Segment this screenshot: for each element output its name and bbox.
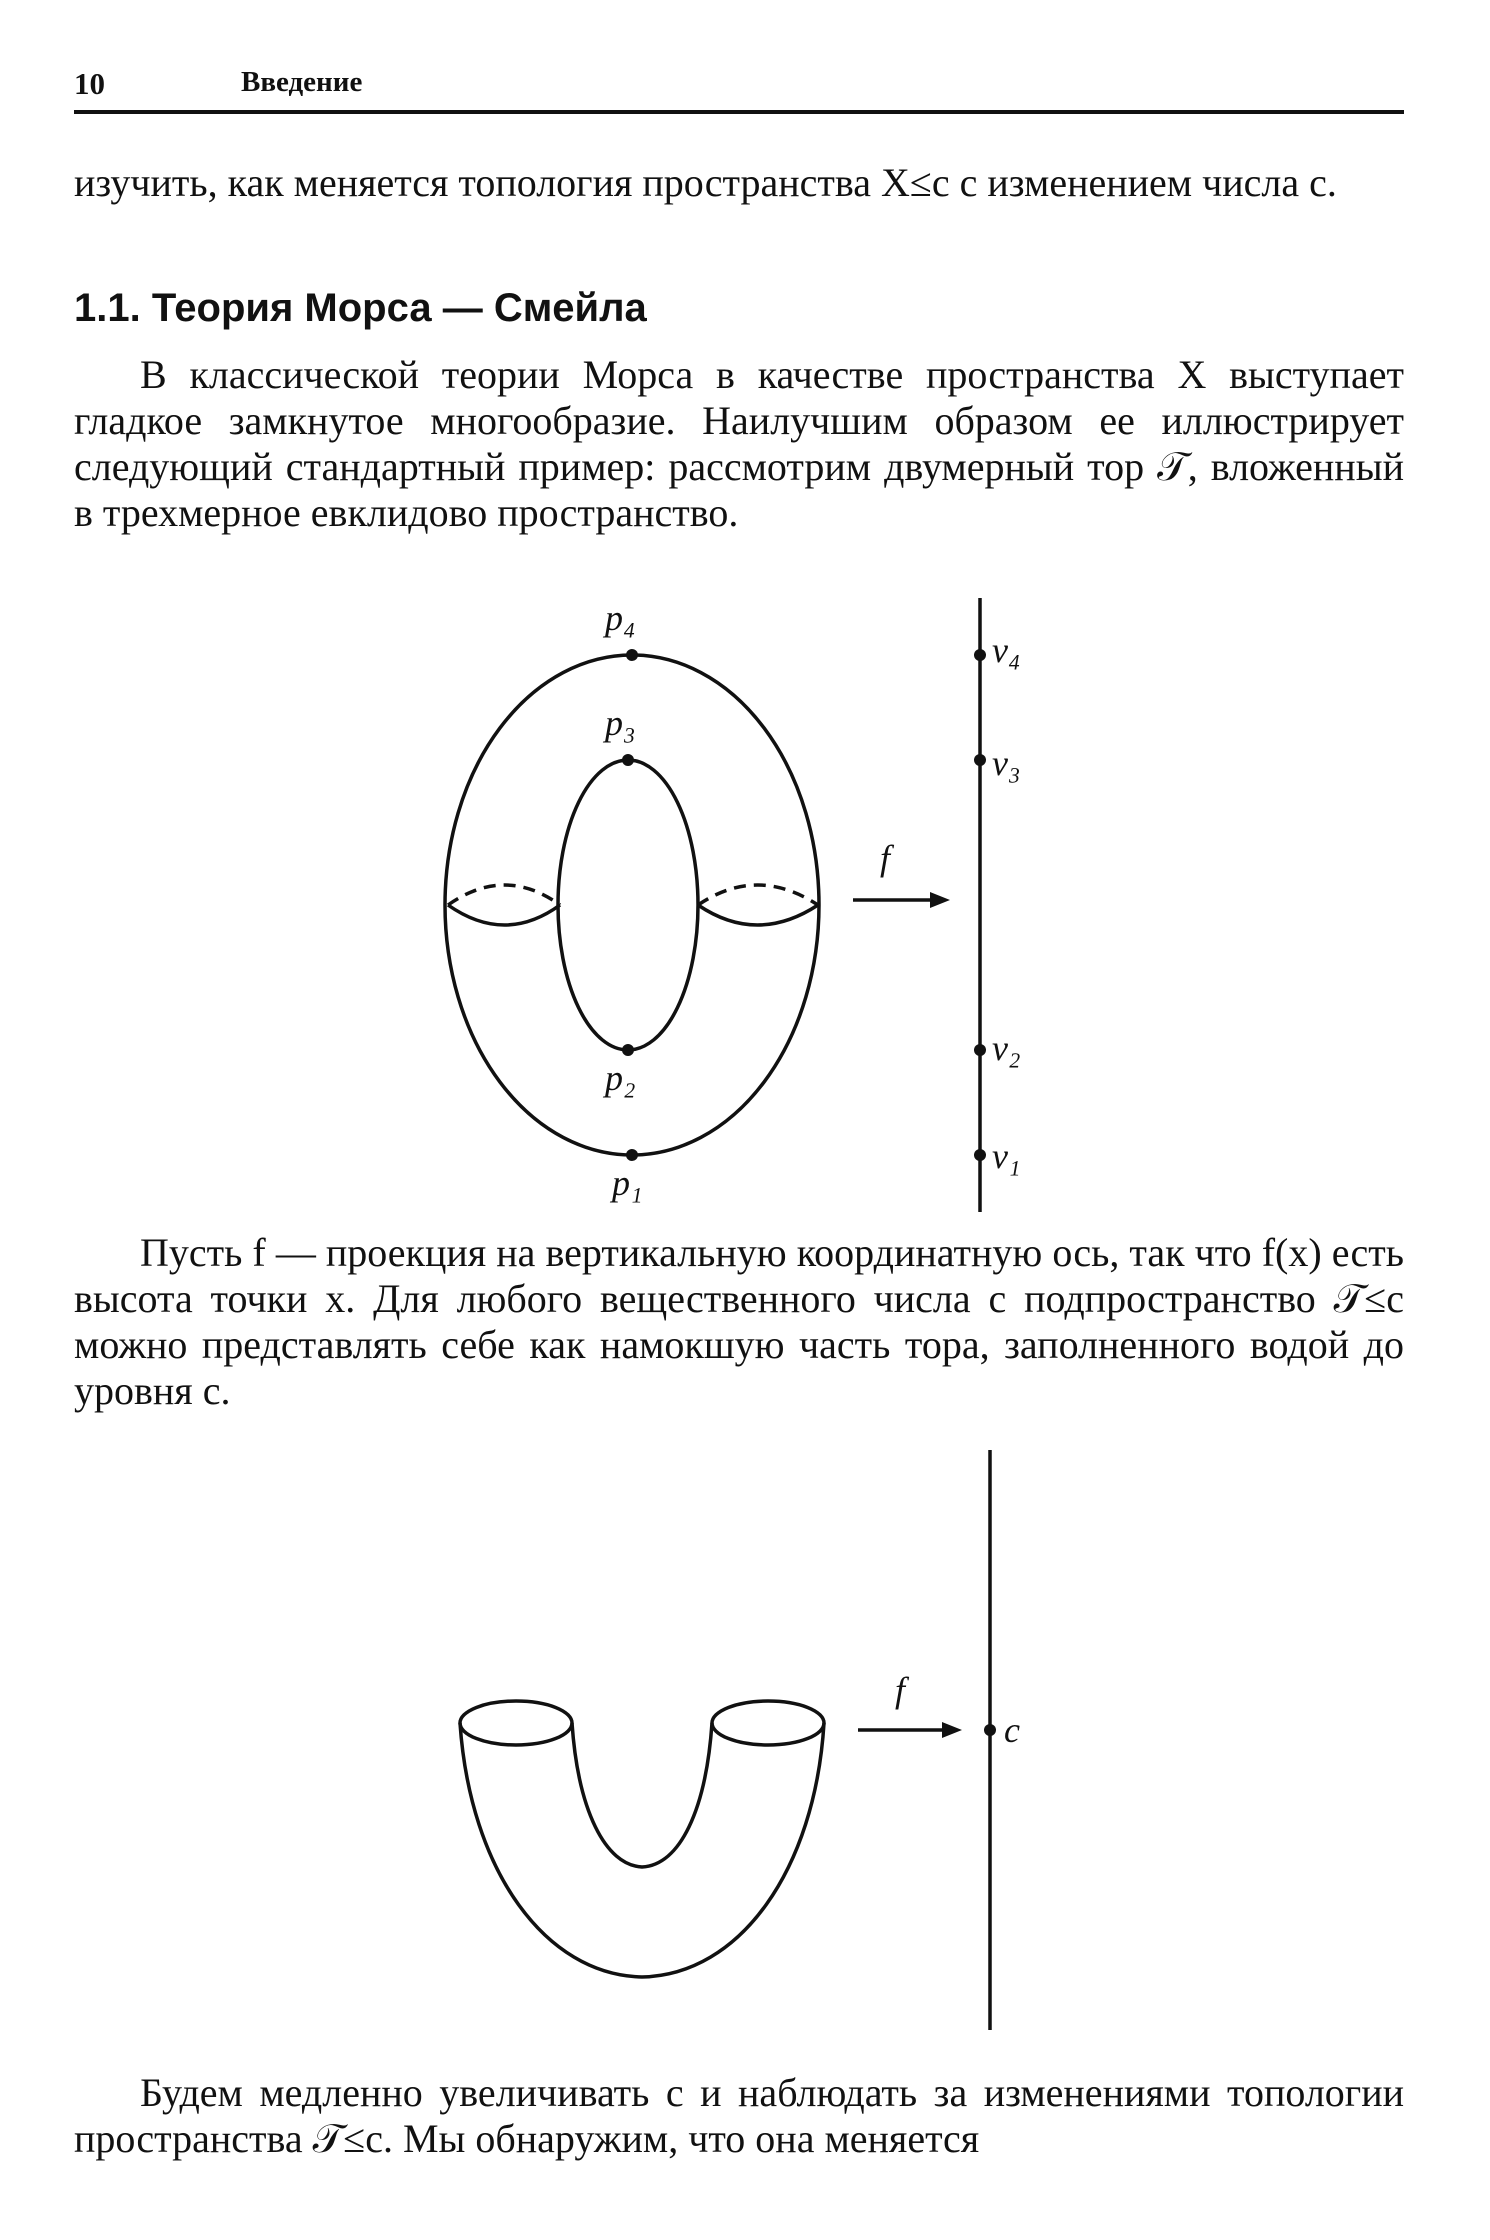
projection-arrowhead xyxy=(930,892,950,908)
u-tube-inner xyxy=(572,1723,712,1867)
paragraph-intro: изучить, как меняется топология пространства X≤c с изменением числа c. xyxy=(74,160,1337,205)
point-v4 xyxy=(974,649,986,661)
point-p4 xyxy=(626,649,638,661)
point-p2 xyxy=(622,1044,634,1056)
label-c: c xyxy=(1004,1710,1020,1750)
arrow-label-f: f xyxy=(880,838,891,878)
paragraph-projection: Пусть f — проекция на вертикальную координатную ось, так что f(x) есть высота точки x. Для любого вещественного числа c подпространство 𝒯≤c можно представлять себе как намокшую часть тора, заполненного водой до уровня c. xyxy=(74,1230,1404,1413)
point-p1 xyxy=(626,1149,638,1161)
right-section-front xyxy=(698,905,818,925)
point-v3 xyxy=(974,754,986,766)
point-v2 xyxy=(974,1044,986,1056)
paragraph-observation: Будем медленно увеличивать c и наблюдать за изменениями топологии пространства 𝒯≤c. Мы обнаружим, что она меняется xyxy=(74,2070,1404,2161)
label-v3: v₃ xyxy=(992,743,1021,783)
point-c xyxy=(984,1724,996,1736)
right-tube-opening xyxy=(712,1701,824,1745)
label-v4: v₄ xyxy=(992,630,1021,670)
section-title: 1.1. Теория Морса — Смейла xyxy=(74,286,647,330)
right-section-back xyxy=(698,885,818,905)
u-tube-outer xyxy=(460,1723,824,1977)
label-v1: v₁ xyxy=(992,1136,1021,1176)
projection-arrowhead-2 xyxy=(942,1722,962,1738)
label-p4: p₄ xyxy=(605,598,636,638)
left-section-back xyxy=(448,885,560,905)
left-tube-opening xyxy=(460,1701,572,1745)
label-p1: p₁ xyxy=(612,1163,643,1203)
running-title: Введение xyxy=(241,66,363,98)
page-number: 10 xyxy=(74,66,105,101)
label-p2: p₂ xyxy=(605,1058,636,1098)
point-p3 xyxy=(622,754,634,766)
figure-wet-torus xyxy=(0,1420,1490,2040)
label-v2: v₂ xyxy=(992,1028,1021,1068)
paragraph-morse-theory: В классической теории Морса в качестве пространства X выступает гладкое замкнутое многообразие. Наилучшим образом ее иллюстрирует следующий стандартный пример: рассмотрим двумерный тор 𝒯, вложенный в трехмерное евклидово пространство. xyxy=(74,352,1404,535)
point-v1 xyxy=(974,1149,986,1161)
label-p3: p₃ xyxy=(605,703,636,743)
torus-inner-hole xyxy=(558,760,698,1050)
left-section-front xyxy=(448,905,560,925)
arrow-label-f-2: f xyxy=(895,1670,906,1710)
